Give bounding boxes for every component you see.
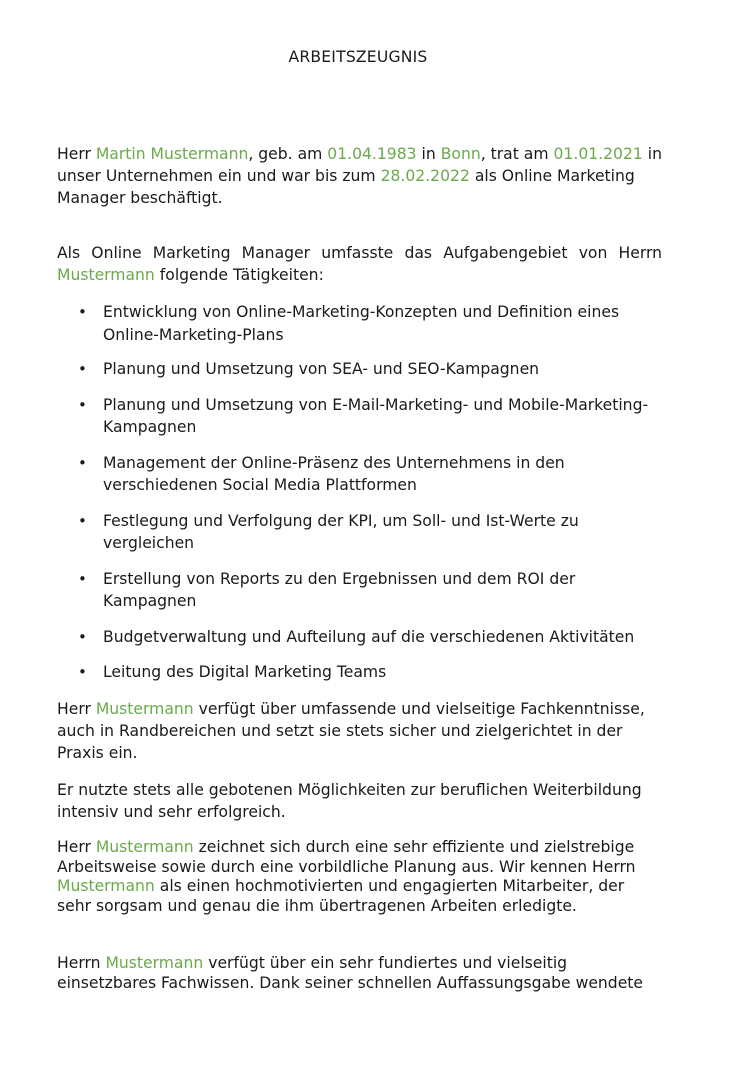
list-item: • Budgetverwaltung und Aufteilung auf die verschiedenen Aktivitäten [57,626,657,649]
birth-date: 01.04.1983 [327,145,417,163]
document-title: ARBEITSZEUGNIS [288,48,428,66]
list-item: • Planung und Umsetzung von SEA- und SEO-Kampagnen [57,358,657,381]
list-item: • Erstellung von Reports zu den Ergebnissen und dem ROI der Kampagnen [78,569,576,610]
training-paragraph: Er nutzte stets alle gebotenen Möglichkeiten zur beruflichen Weiterbildung intensiv und sehr erfolgreich. [57,781,642,821]
task-list [57,301,657,684]
employee-surname: Mustermann [57,877,155,895]
list-item: • Entwicklung von Online-Marketing-Konzepten und Definition eines Online-Marketing-Plans [78,303,620,344]
list-item: • Leitung des Digital Marketing Teams [57,661,657,684]
bullet-icon: • [78,663,87,681]
bullet-icon: • [78,303,87,321]
bullet-icon: • [78,395,87,414]
employee-surname: Mustermann [95,838,194,856]
employee-name: Martin Mustermann [95,145,249,163]
list-item: • Management der Online-Präsenz des Unternehmens in den verschiedenen Social Media Plattformen [78,453,565,494]
tasks-intro-paragraph: Als Online Marketing Manager umfasste das Aufgabengebiet von Herrn Mustermann folgende Tätigkeiten: [57,244,662,284]
work-style-paragraph: Herr Mustermann zeichnet sich durch eine sehr effiziente und zielstrebige Arbeitsweise sowie durch eine vorbildliche Planung aus. Wir kennen Herrn Mustermann als einen hochmotivierten und engagierten Mitarbeiter, der sehr sorgsam und genau die ihm übertragenen Arbeiten erledigte. [57,838,636,915]
knowledge-paragraph: Herr Mustermann verfügt über umfassende und vielseitige Fachkenntnisse, auch in Randbereichen und setzt sie stets sicher und zielgerichtet in der Praxis ein. [57,700,645,762]
intro-paragraph: Herr Martin Mustermann, geb. am 01.04.1983 in Bonn, trat am 01.01.2021 in unser Unternehmen ein und war bis zum 28.02.2022 als Online Marketing Manager beschäftigt. [57,145,662,207]
start-date: 01.01.2021 [553,145,643,163]
list-item: • Festlegung und Verfolgung der KPI, um Soll- und Ist-Werte zu vergleichen [78,511,579,552]
bullet-icon: • [78,569,87,588]
bullet-icon: • [78,360,87,378]
birth-place: Bonn [440,145,481,163]
employee-surname: Mustermann [95,700,194,718]
employee-surname: Mustermann [105,954,204,972]
end-date: 28.02.2022 [380,167,470,185]
employee-surname: Mustermann [57,266,155,284]
bullet-icon: • [78,511,87,530]
bullet-icon: • [78,627,87,646]
list-item: • Planung und Umsetzung von E-Mail-Marketing- und Mobile-Marketing-Kampagnen [78,395,649,436]
expertise-paragraph: Herrn Mustermann verfügt über ein sehr fundiertes und vielseitig einsetzbares Fachwissen. Dank seiner schnellen Auffassungsgabe wendete [57,954,644,992]
bullet-icon: • [78,453,87,472]
